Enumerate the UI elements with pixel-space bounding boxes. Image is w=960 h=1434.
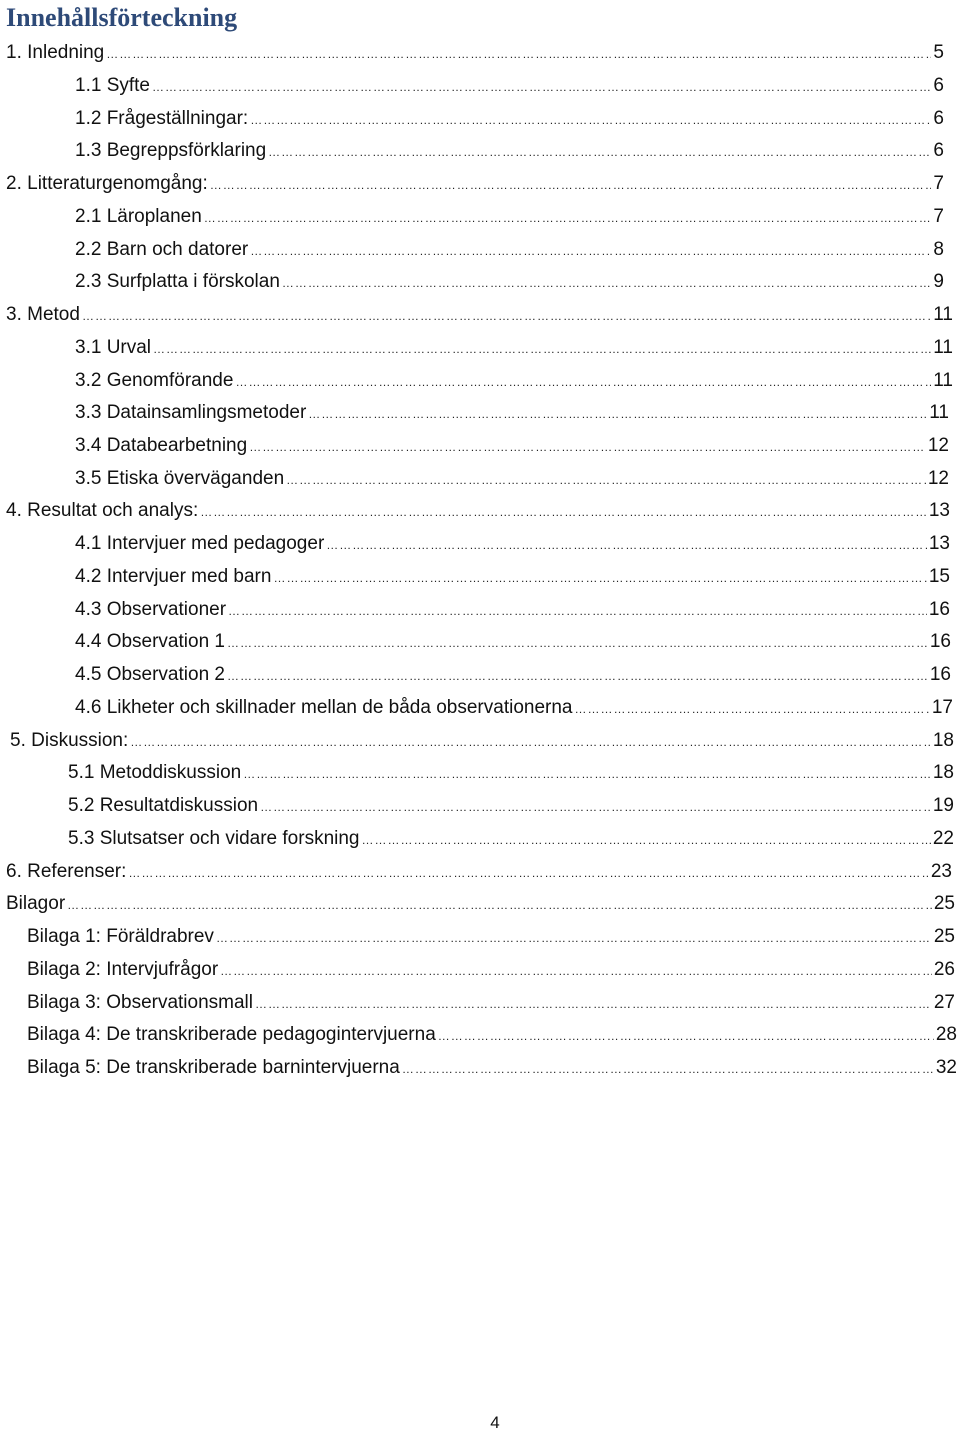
toc-entry[interactable] — [75, 235, 944, 265]
toc-entry[interactable] — [27, 1020, 957, 1050]
toc-entry[interactable] — [75, 562, 950, 592]
toc-entry[interactable] — [27, 988, 955, 1018]
toc-entry-label: 3.4 Databearbetning — [75, 435, 248, 456]
toc-entry[interactable] — [75, 333, 953, 363]
toc-entry-page: 25 — [933, 926, 955, 947]
toc-entry[interactable] — [75, 464, 949, 494]
toc-entry[interactable] — [75, 267, 944, 297]
toc-entry-page: 7 — [933, 206, 944, 227]
toc-entry[interactable] — [75, 136, 944, 166]
toc-entry[interactable] — [27, 922, 955, 952]
toc-entry[interactable] — [6, 38, 944, 68]
toc-entry-label: 4.5 Observation 2 — [75, 664, 225, 685]
toc-entry-label: 4.4 Observation 1 — [75, 631, 225, 652]
toc-entry-label: 1. Inledning — [6, 42, 105, 63]
toc-leader-dots — [128, 858, 928, 888]
toc-entry-page: 32 — [935, 1057, 957, 1078]
toc-entry-label: 3.2 Genomförande — [75, 370, 234, 391]
toc-entry-label: 3.5 Etiska överväganden — [75, 468, 285, 489]
toc-leader-dots — [210, 170, 932, 200]
toc-entry-page: 22 — [932, 828, 954, 849]
toc-leader-dots — [67, 890, 932, 920]
toc-leader-dots — [273, 563, 926, 593]
toc-entry-label: 5.3 Slutsatser och vidare forskning — [68, 828, 360, 849]
toc-entry-page: 27 — [933, 992, 955, 1013]
toc-leader-dots — [130, 727, 931, 757]
toc-entry-label: 4.6 Likheter och skillnader mellan de båda observationerna — [75, 697, 573, 718]
toc-entry-page: 13 — [928, 500, 950, 521]
toc-entry-label: Bilagor — [6, 893, 66, 914]
toc-entry[interactable] — [75, 431, 949, 461]
toc-entry-label: 4.1 Intervjuer med pedagoger — [75, 533, 325, 554]
toc-entry-page: 8 — [933, 239, 944, 260]
toc-entry-label: 1.1 Syfte — [75, 75, 150, 96]
toc-entry[interactable] — [10, 726, 954, 756]
toc-leader-dots — [438, 1021, 934, 1051]
toc-leader-dots — [249, 432, 926, 462]
toc-leader-dots — [153, 334, 931, 364]
toc-entry-page: 5 — [933, 42, 944, 63]
toc-leader-dots — [574, 694, 929, 724]
toc-entry-page: 25 — [933, 893, 955, 914]
toc-leader-dots — [243, 759, 931, 789]
toc-leader-dots — [250, 105, 931, 135]
toc-entry[interactable] — [6, 169, 944, 199]
toc-entry-label: 6. Referenser: — [6, 861, 127, 882]
toc-entry-label: 1.2 Frågeställningar: — [75, 108, 249, 129]
toc-leader-dots — [308, 399, 927, 429]
toc-entry-page: 6 — [933, 140, 944, 161]
toc-entry[interactable] — [75, 529, 950, 559]
toc-leader-dots — [227, 661, 928, 691]
toc-leader-dots — [260, 792, 931, 822]
toc-entry-page: 11 — [933, 304, 953, 325]
toc-entry-page: 17 — [931, 697, 953, 718]
toc-entry[interactable] — [75, 595, 950, 625]
toc-entry-label: Bilaga 5: De transkriberade barnintervjuerna — [27, 1057, 400, 1078]
toc-entry[interactable] — [6, 496, 950, 526]
toc-entry-page: 26 — [933, 959, 955, 980]
toc-entry-label: 3.3 Datainsamlingsmetoder — [75, 402, 307, 423]
toc-leader-dots — [255, 989, 932, 1019]
toc-entry-label: 2.3 Surfplatta i förskolan — [75, 271, 280, 292]
toc-entry[interactable] — [6, 300, 953, 330]
toc-entry[interactable] — [75, 398, 949, 428]
toc-entry[interactable] — [6, 889, 955, 919]
toc-leader-dots — [152, 72, 931, 102]
toc-entry-page: 9 — [933, 271, 944, 292]
toc-entry[interactable] — [75, 202, 944, 232]
toc-entry[interactable] — [27, 955, 955, 985]
toc-entry-label: 3. Metod — [6, 304, 80, 325]
toc-entry[interactable] — [6, 857, 952, 887]
toc-entry-page: 28 — [935, 1024, 957, 1045]
toc-entry-page: 13 — [928, 533, 950, 554]
toc-entry-label: Bilaga 3: Observationsmall — [27, 992, 253, 1013]
toc-leader-dots — [362, 825, 931, 855]
toc-leader-dots — [82, 301, 931, 331]
toc-entry-page: 12 — [927, 435, 949, 456]
toc-leader-dots — [402, 1054, 934, 1084]
toc-entry[interactable] — [75, 71, 944, 101]
toc-entry[interactable] — [75, 366, 953, 396]
toc-entry[interactable] — [68, 824, 954, 854]
toc-entry-page: 6 — [933, 108, 944, 129]
toc-entry-label: 2.1 Läroplanen — [75, 206, 202, 227]
toc-entry-label: 2. Litteraturgenomgång: — [6, 173, 208, 194]
toc-entry-page: 16 — [929, 631, 951, 652]
toc-entry-page: 18 — [932, 730, 954, 751]
toc-entry-page: 7 — [933, 173, 944, 194]
toc-entry[interactable] — [75, 693, 953, 723]
toc-leader-dots — [216, 923, 932, 953]
toc-leader-dots — [250, 236, 931, 266]
toc-entry-label: 4.2 Intervjuer med barn — [75, 566, 272, 587]
toc-entry-label: 5. Diskussion: — [10, 730, 129, 751]
toc-entry-page: 19 — [932, 795, 954, 816]
toc-entry[interactable] — [75, 627, 951, 657]
toc-leader-dots — [326, 530, 927, 560]
toc-leader-dots — [227, 628, 928, 658]
toc-entry-label: 4.3 Observationer — [75, 599, 227, 620]
toc-entry-page: 11 — [933, 337, 953, 358]
toc-entry-label: 3.1 Urval — [75, 337, 152, 358]
toc-leader-dots — [106, 39, 931, 69]
toc-entry-page: 12 — [927, 468, 949, 489]
toc-entry[interactable] — [75, 104, 944, 134]
toc-leader-dots — [286, 465, 926, 495]
toc-entry[interactable] — [68, 758, 954, 788]
toc-entry[interactable] — [75, 660, 951, 690]
toc-entry-page: 16 — [929, 664, 951, 685]
toc-leader-dots — [220, 956, 932, 986]
toc-entry-page: 6 — [933, 75, 944, 96]
toc-leader-dots — [268, 137, 931, 167]
toc-entry[interactable] — [68, 791, 954, 821]
toc-entry-label: 4. Resultat och analys: — [6, 500, 199, 521]
toc-entry-label: 2.2 Barn och datorer — [75, 239, 249, 260]
toc-leader-dots — [282, 268, 932, 298]
toc-entry[interactable] — [27, 1053, 957, 1083]
toc-entry-label: Bilaga 4: De transkriberade pedagogintervjuerna — [27, 1024, 436, 1045]
toc-entry-label: 5.2 Resultatdiskussion — [68, 795, 259, 816]
toc-entry-page: 23 — [930, 861, 952, 882]
toc-leader-dots — [200, 497, 927, 527]
toc-entry-label: Bilaga 1: Föräldrabrev — [27, 926, 214, 947]
toc-entry-page: 11 — [933, 370, 953, 391]
toc-leader-dots — [235, 367, 931, 397]
toc-entry-page: 15 — [928, 566, 950, 587]
toc-entry-page: 18 — [932, 762, 954, 783]
toc-entry-label: 1.3 Begreppsförklaring — [75, 140, 267, 161]
toc-entry-page: 11 — [929, 402, 949, 423]
toc-entry-label: Bilaga 2: Intervjufrågor — [27, 959, 219, 980]
toc-entry-page: 16 — [928, 599, 950, 620]
page-number: 4 — [490, 1413, 500, 1432]
toc-entry-label: 5.1 Metoddiskussion — [68, 762, 242, 783]
toc-leader-dots — [204, 203, 932, 233]
toc-leader-dots — [228, 596, 927, 626]
page-title: Innehållsförteckning — [6, 3, 238, 32]
